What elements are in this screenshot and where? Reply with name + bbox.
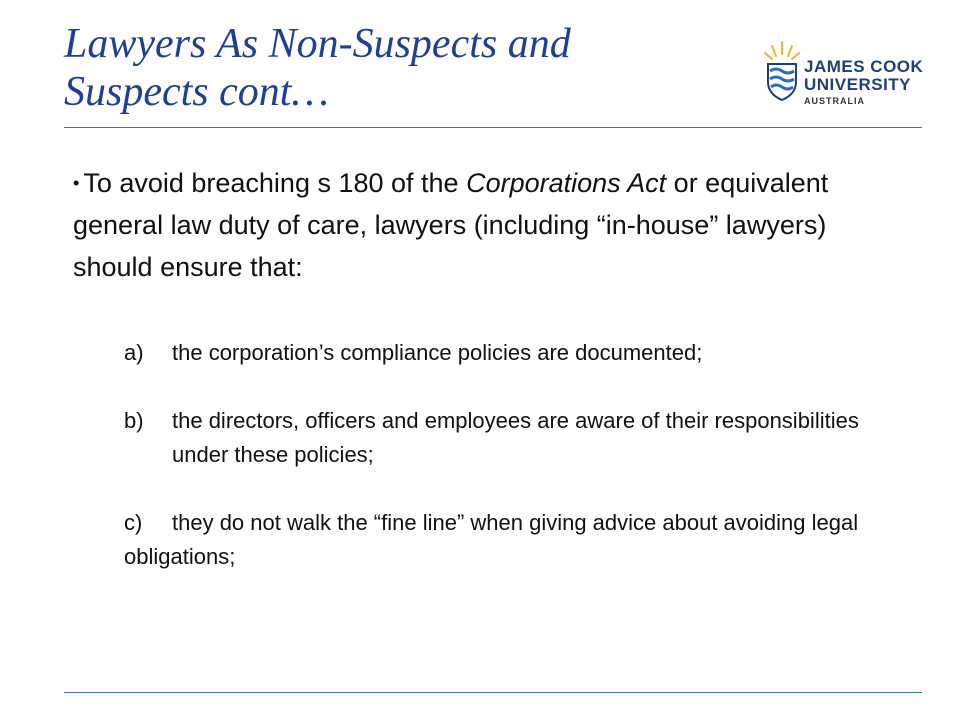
intro-text-end: or equivalent general law duty of care, lawyers (including “in-house” lawyers) should ensure that: [73,168,829,282]
logo-line-3: AUSTRALIA [804,96,865,106]
list-item [124,506,914,574]
item-text: they do not walk the “fine line” when giving advice about avoiding legal obligations; [124,510,859,569]
item-marker: b) [124,408,144,433]
item-marker: c) [124,510,143,535]
logo-line-1: JAMES COOK [804,57,924,76]
list-item [124,336,914,370]
intro-text-start: To avoid breaching s 180 of the [83,168,467,198]
jcu-emblem-icon [762,40,802,104]
item-text: the corporation’s compliance policies are documented; [172,340,703,365]
university-logo [762,40,932,120]
list-item [124,404,914,472]
item-marker: a) [124,340,144,365]
act-name: Corporations Act [466,168,667,198]
obligations-list [124,336,914,574]
footer-divider [64,692,922,693]
logo-line-2: UNIVERSITY [804,75,912,94]
slide-title: Lawyers As Non-Suspects and Suspects cont… [64,21,571,115]
bullet-icon: • [73,173,80,193]
title-divider [64,127,922,128]
item-text: the directors, officers and employees are aware of their responsibilities under these policies; [172,408,859,467]
intro-paragraph [73,162,913,288]
